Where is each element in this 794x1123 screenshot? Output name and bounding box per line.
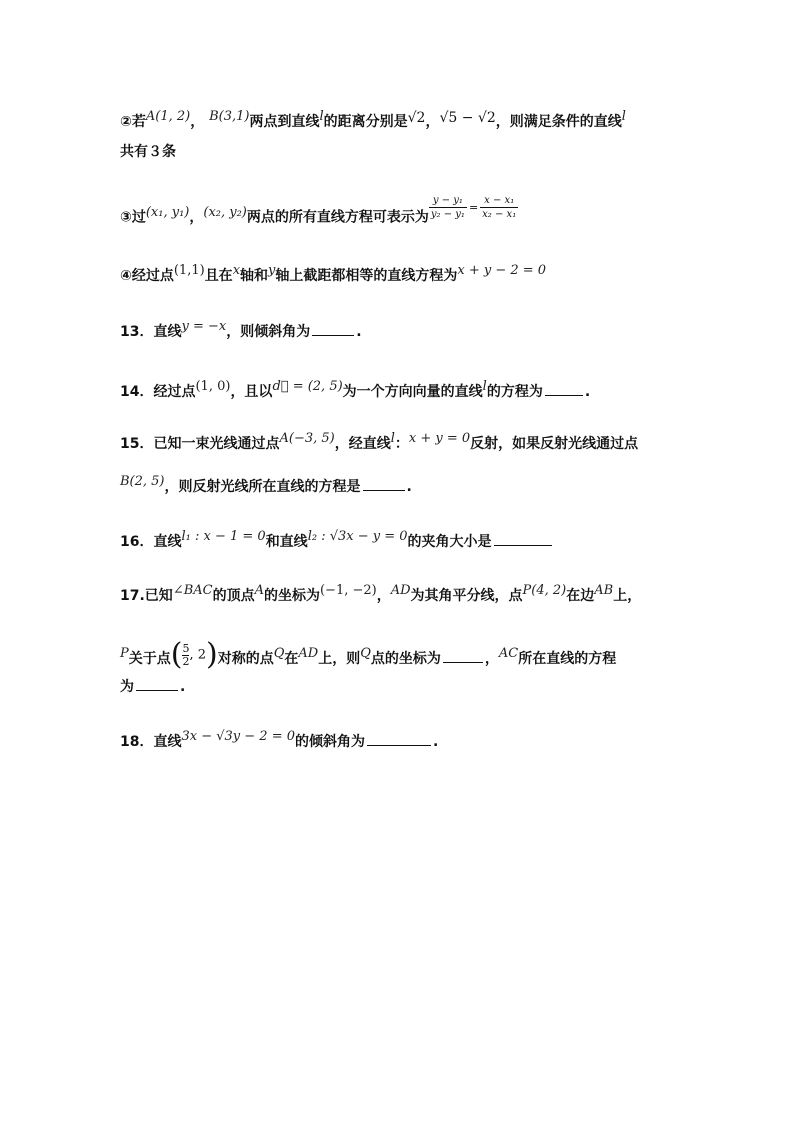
math-ac: AC: [498, 646, 519, 661]
math-equation: x + y − 2 = 0: [457, 263, 547, 278]
text: ③过: [120, 209, 146, 226]
question-17-line-3: [120, 676, 185, 697]
text: ，则满足条件的直线: [495, 114, 622, 130]
text: ：: [394, 436, 409, 452]
text: 在: [284, 651, 299, 667]
text: 两点到直线: [249, 114, 320, 130]
text: 共有３条: [120, 144, 176, 160]
text: 关于点: [128, 651, 171, 667]
text: 和直线: [265, 534, 308, 550]
answer-blank[interactable]: [443, 648, 483, 663]
text: 轴和: [240, 268, 269, 284]
question-13: [120, 321, 362, 343]
answer-blank[interactable]: [494, 531, 552, 546]
math-line-l: l: [319, 109, 324, 124]
text: 为: [120, 679, 134, 695]
question-17-line-2: [120, 637, 617, 674]
math-point-p: P(4, 2): [522, 583, 567, 598]
text: ，: [376, 588, 391, 604]
math-point: (−1, −2): [319, 583, 377, 598]
text: 上，: [613, 588, 642, 604]
math-x: x: [232, 263, 241, 278]
text: 的倾斜角为: [295, 734, 365, 750]
question-17-line-1: [120, 583, 642, 607]
math-point: (1,1): [173, 263, 205, 278]
math-line-l1: l₁ : x − 1 = 0: [181, 529, 266, 544]
math-equation: y = −x: [181, 319, 227, 334]
text: 的顶点: [212, 588, 255, 604]
math-vector: d⃗ = (2, 5): [272, 379, 343, 394]
answer-blank[interactable]: [545, 381, 583, 396]
math-point: (1, 0): [195, 379, 231, 394]
text: .: [406, 479, 412, 495]
text: 的坐标为: [263, 588, 320, 604]
math-point-a: A(1, 2): [145, 109, 191, 124]
item-2-line-1: [120, 109, 626, 133]
text: 的夹角大小是: [407, 534, 492, 550]
math-midpoint: ( $\frac{5}{2}$ , 2): [170, 637, 218, 672]
text: ，则倾斜角为: [226, 324, 311, 340]
text: ，: [190, 114, 205, 130]
math-line-l: l: [390, 431, 395, 446]
math-sqrt2: √2: [407, 110, 426, 126]
text: 17.已知: [120, 588, 173, 604]
text: 上，则: [318, 651, 361, 667]
question-15-line-2: [120, 476, 412, 498]
answer-blank[interactable]: [367, 731, 431, 746]
item-2-line-2: [120, 142, 176, 162]
math-equals: =: [468, 200, 479, 214]
text: 在边: [566, 588, 595, 604]
math-point-1: (x₁, y₁): [145, 204, 190, 220]
text: ，则反射光线所在直线的方程是: [164, 479, 361, 495]
text: 且在: [204, 268, 233, 284]
text: .: [180, 679, 186, 695]
text: 轴上截距都相等的直线方程为: [275, 268, 458, 284]
text: ，: [484, 651, 499, 667]
math-line-l: l: [621, 109, 626, 124]
answer-blank[interactable]: [136, 676, 178, 691]
math-equation: x + y = 0: [408, 431, 471, 446]
math-point-b: B(2, 5): [120, 474, 165, 489]
math-point-b: B(3,1): [209, 109, 250, 124]
math-fraction-left: $\frac{\text{y − y₁}}{\text{y₂ − y₁}}$: [430, 195, 465, 220]
math-q: Q: [360, 646, 371, 661]
text: 16．直线: [120, 534, 182, 550]
math-p: P: [120, 646, 129, 661]
math-diff: √5 − √2: [439, 110, 496, 126]
text: 对称的点: [217, 651, 274, 667]
text: .: [584, 384, 591, 400]
text: 的方程为: [486, 384, 543, 400]
text: 点的坐标为: [370, 651, 441, 667]
text: ②若: [120, 114, 146, 130]
answer-blank[interactable]: [312, 321, 354, 336]
text: 15．已知一束光线通过点: [120, 436, 280, 452]
text: .: [356, 324, 362, 340]
math-ab: AB: [594, 583, 614, 598]
text: 14．经过点: [120, 384, 196, 400]
text: 两点的所有直线方程可表示为: [246, 209, 429, 226]
math-fraction-right: $\frac{\text{x − x₁}}{\text{x₂ − x₁}}$: [482, 195, 517, 220]
text: ，经直线: [334, 436, 391, 452]
text: 为其角平分线，点: [410, 588, 523, 604]
text: 13．直线: [120, 324, 182, 340]
math-equation: 3x − √3y − 2 = 0: [181, 729, 295, 744]
math-line-l2: l₂ : √3x − y = 0: [307, 529, 408, 544]
math-line-l: l: [482, 379, 487, 394]
math-ad: AD: [298, 646, 319, 661]
math-point-a: A(−3, 5): [279, 431, 335, 446]
math-ad: AD: [390, 583, 411, 598]
item-3-line: [120, 195, 518, 231]
text: .: [433, 734, 439, 750]
answer-blank[interactable]: [363, 476, 405, 491]
math-point-2: (x₂, y₂): [203, 204, 247, 220]
question-15-line-1: [120, 431, 639, 455]
text: 18．直线: [120, 734, 182, 750]
text: ④经过点: [120, 268, 174, 284]
question-14: [120, 381, 590, 403]
text: 的距离分别是: [323, 114, 408, 130]
text: 为一个方向向量的直线: [342, 384, 483, 400]
text: 反射，如果反射光线通过点: [470, 436, 639, 452]
question-18: [120, 731, 438, 753]
math-angle: ∠BAC: [172, 583, 213, 598]
text: 所在直线的方程: [518, 651, 617, 667]
text: ，: [189, 209, 204, 226]
math-a: A: [254, 583, 264, 598]
math-y: y: [268, 263, 276, 278]
math-q: Q: [273, 646, 285, 661]
item-4-line: [120, 263, 547, 287]
text: ，: [425, 114, 440, 130]
text: ，且以: [230, 384, 273, 400]
question-16: [120, 531, 554, 553]
